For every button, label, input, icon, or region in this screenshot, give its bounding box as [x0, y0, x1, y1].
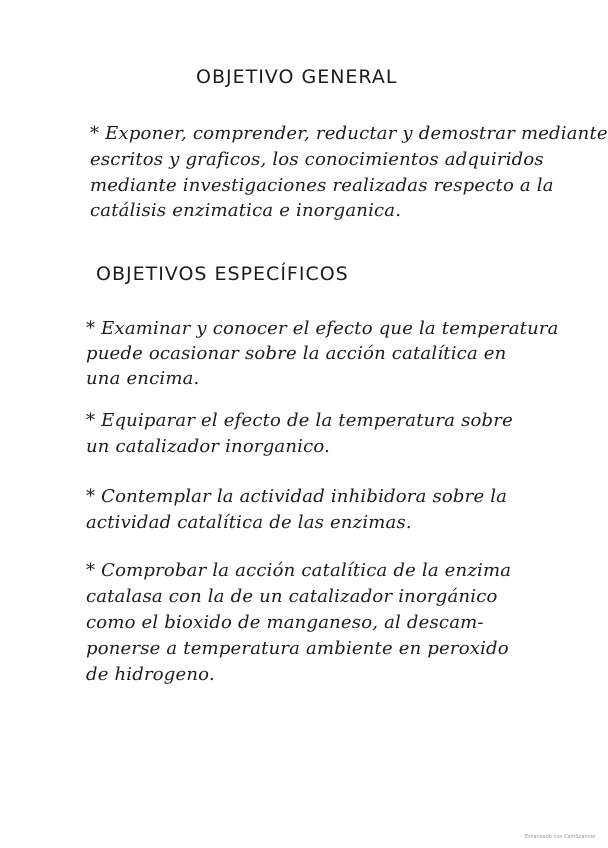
specific-item-1-line-2: puede ocasionar sobre la acción catalítica en [86, 343, 507, 364]
specific-item-2-line-1: * Equiparar el efecto de la temperatura sobre [86, 410, 513, 431]
general-line-2: escritos y graficos, los conocimientos adquiridos [90, 149, 544, 170]
general-line-1: * Exponer, comprender, reductar y demostrar mediante [90, 123, 608, 144]
specific-objectives-title: OBJETIVOS ESPECÍFICOS [96, 263, 349, 285]
specific-item-4-line-5: de hidrogeno. [86, 664, 215, 685]
specific-item-1-line-1: * Examinar y conocer el efecto que la temperatura [86, 318, 559, 339]
general-line-4: catálisis enzimatica e inorganica. [90, 200, 402, 221]
specific-item-1-line-3: una encima. [86, 368, 200, 389]
specific-item-2-line-2: un catalizador inorganico. [86, 436, 331, 457]
general-objective-title: OBJETIVO GENERAL [196, 66, 398, 88]
specific-item-3-line-2: actividad catalítica de las enzimas. [86, 512, 412, 533]
specific-item-4-line-4: ponerse a temperatura ambiente en peroxido [86, 638, 509, 659]
general-line-3: mediante investigaciones realizadas respecto a la [90, 175, 554, 196]
specific-item-4-line-3: como el bioxido de manganeso, al descam- [86, 612, 484, 633]
specific-item-3-line-1: * Contemplar la actividad inhibidora sobre la [86, 486, 508, 507]
scanner-watermark: Escaneado con CamScanner [524, 834, 596, 840]
specific-item-4-line-2: catalasa con la de un catalizador inorgánico [86, 586, 498, 607]
specific-item-4-line-1: * Comprobar la acción catalítica de la enzima [86, 560, 512, 581]
